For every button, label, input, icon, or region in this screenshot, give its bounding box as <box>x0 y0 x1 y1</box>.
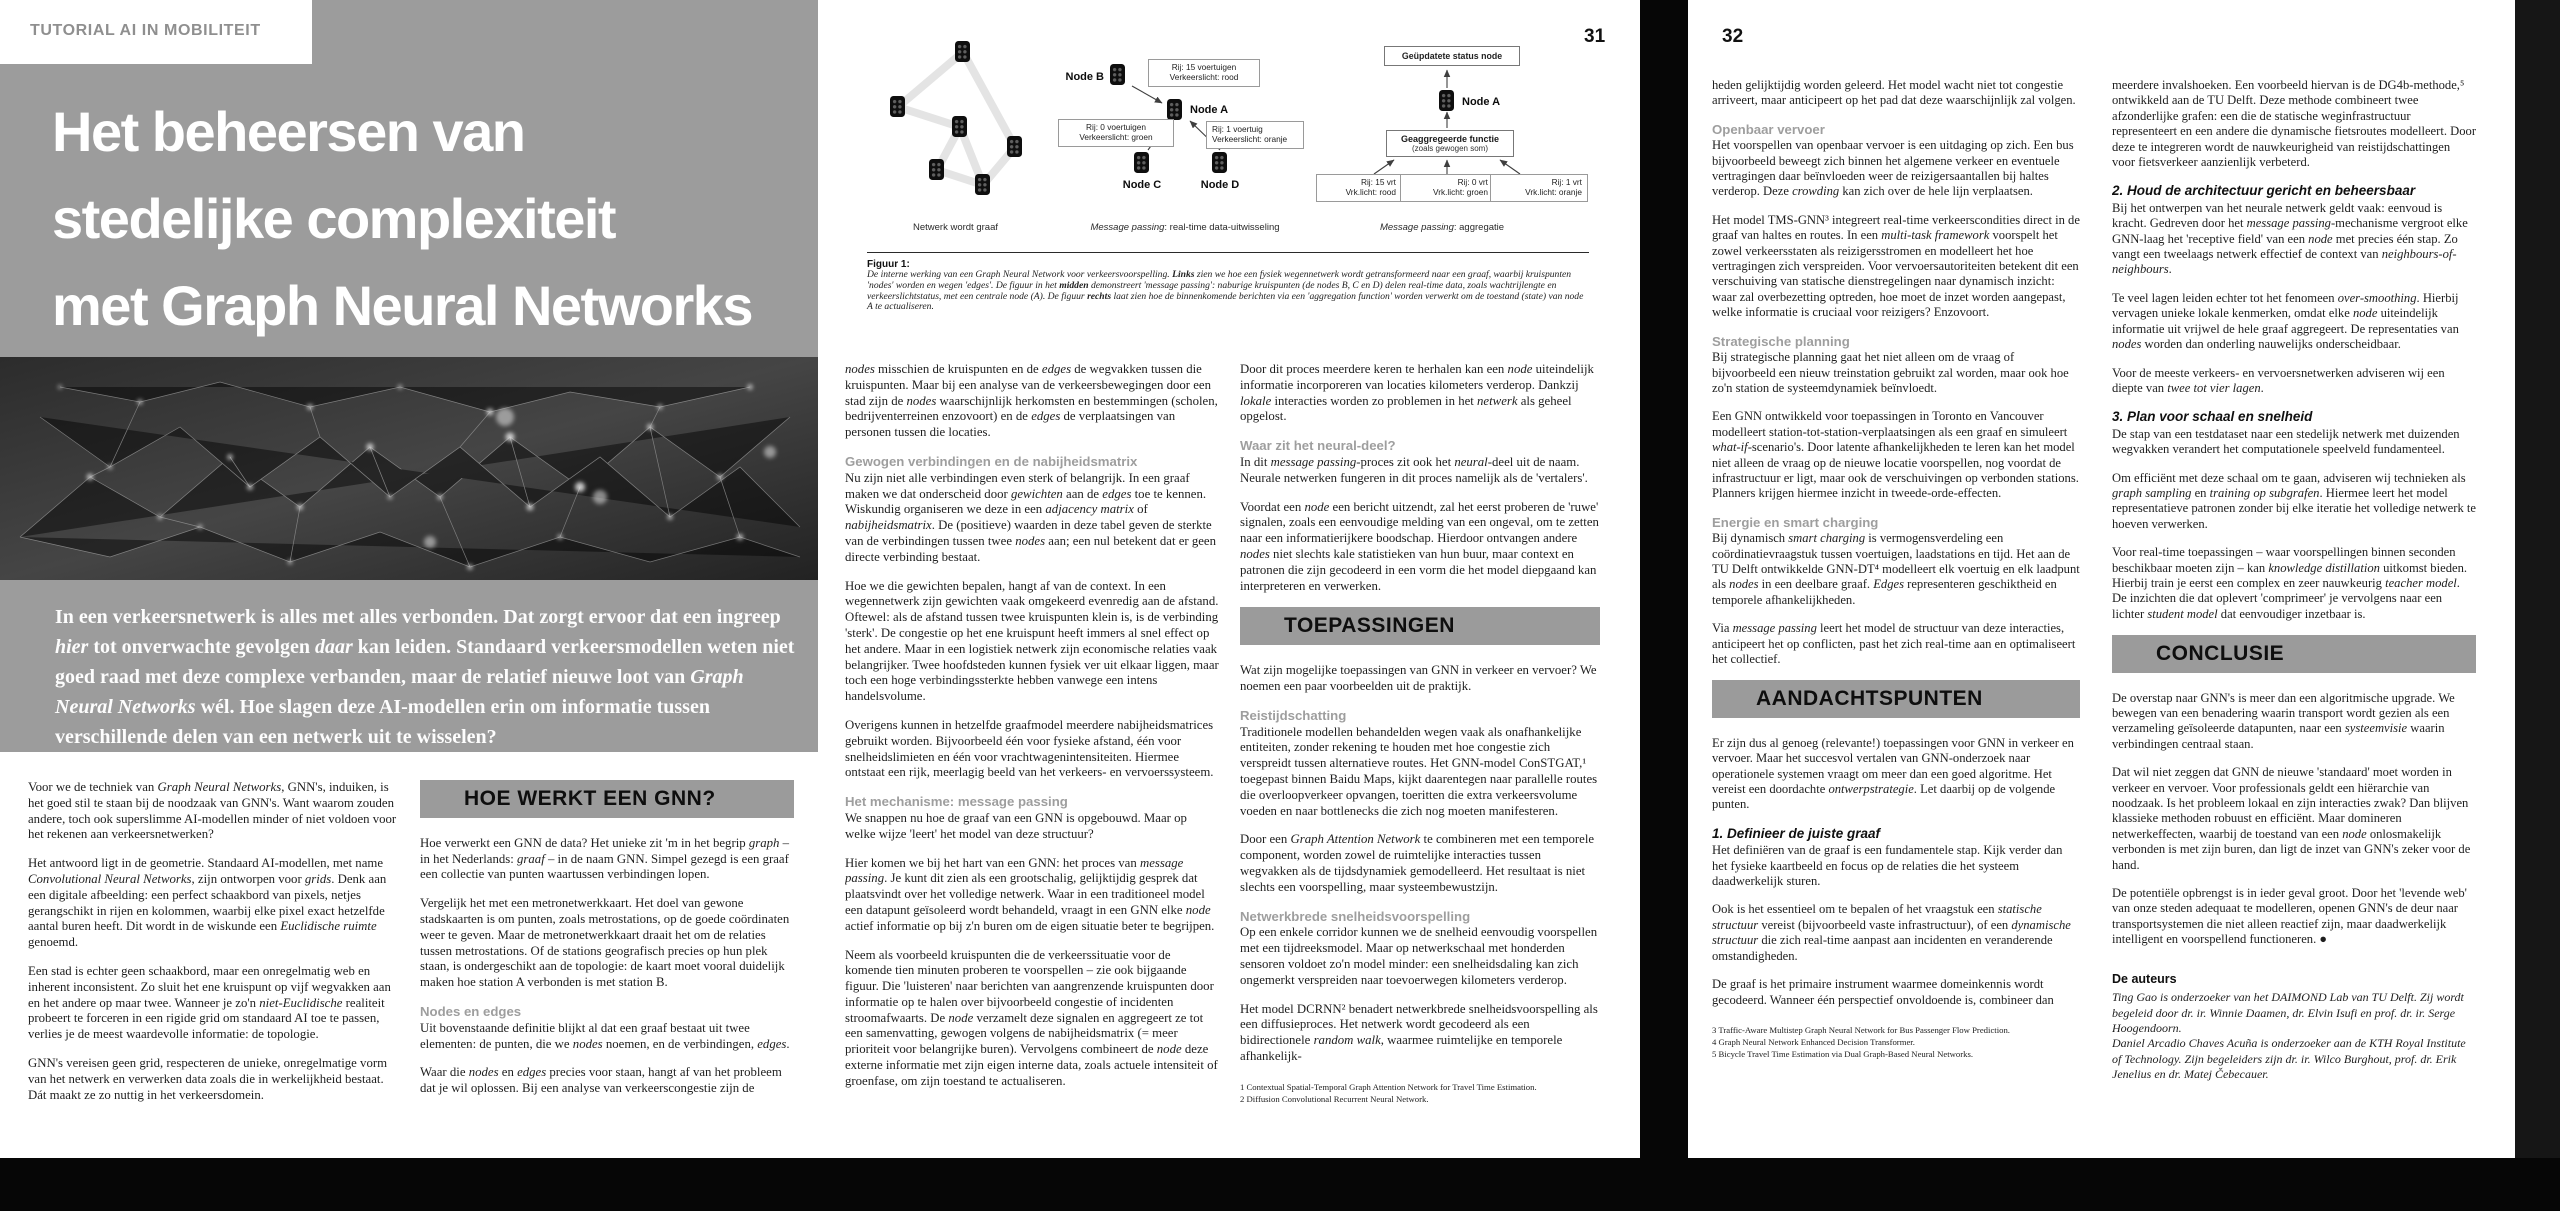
section-subhead: Energie en smart charging <box>1712 514 1879 530</box>
title-line: Het beheersen van <box>52 100 525 163</box>
diagram-caption-right: Message passing: aggregatie <box>1379 222 1505 233</box>
body-paragraph: Uit bovenstaande definitie blijkt al dat een graaf bestaat uit twee elementen: de punten, die we nodes noemen, en de verbindingen, edges. <box>420 1020 790 1051</box>
page-edge-shadow <box>2515 0 2560 1158</box>
section-subhead: Strategische planning <box>1712 333 1850 349</box>
page-number-31: 31 <box>1584 26 1606 47</box>
traffic-light-icon <box>1007 136 1022 157</box>
body-paragraph: Te veel lagen leiden echter tot het fenomeen over-smoothing. Hierbij vervagen unieke lokale kenmerken, omdat elke node uiteindelijk informatie uit vrijwel de hele graaf aggregeert. De representaties van nodes worden dan onderling nauwelijks onderscheidbaar. <box>2112 290 2459 352</box>
body-paragraph: Bij het ontwerpen van het neurale netwerk geldt vaak: eenvoud is kracht. Gedreven door het message passing-mechanisme vergroot elke GNN-laag het 'receptive field' van een node met precies één stap. Zo vangt een tweelaags netwerk effectief de context van neighbours-of-neighbours. <box>2112 200 2468 277</box>
body-paragraph: Traditionele modellen behandelden wegen vaak als onafhankelijke entiteiten, zonder rekening te houden met hoe congestie zich verspreidt tussen alternatieve routes. Het GNN-model ConSTGAT,¹ toegepast binnen Baidu Maps, kijkt daarentegen naar parallelle routes die overloopverkeer opvangen, toeritten die extra verkeersvolume voeden en naar bottlenecks die zich nog moeten manifesteren. <box>1240 724 1598 818</box>
section-heading-box: AANDACHTSPUNTEN <box>1712 680 2080 717</box>
numbered-subhead: 3. Plan voor schaal en snelheid <box>2112 409 2313 425</box>
body-paragraph: De graaf is het primaire instrument waarmee domeinkennis wordt gecodeerd. Wanneer één perspectief onvoldoende is, combineer dan <box>1712 977 2054 1007</box>
body-paragraph: Overigens kunnen in hetzelfde graafmodel meerdere nabijheidsmatrices gebruikt worden. Bijvoorbeeld één voor fysieke afstand, één voor snelheidslimieten en één voor vrachtwagenintensiteiten. Hiermee ontstaat een rijk, meerlagig beeld van het verkeers- en vervoerssysteem. <box>845 717 1214 780</box>
footnote: 1 Contextual Spatial-Temporal Graph Attention Network for Travel Time Estimation. <box>1240 1081 1537 1092</box>
body-paragraph: heden gelijktijdig worden geleerd. Het model wacht niet tot congestie arriveert, maar anticipeert op het pad dat deze waarschijnlijk zal volgen. <box>1712 78 2076 108</box>
input-box-1: Rij: 15 vrt Vrk.licht: rood <box>1316 174 1402 202</box>
node-c-info: Rij: 0 voertuigen Verkeerslicht: groen <box>1058 119 1174 147</box>
body-paragraph: Het antwoord ligt in de geometrie. Standaard AI-modellen, met name Convolutional Neural Networks, zijn ontworpen voor grids. Denk aan een digitale afbeelding: een perfect schaakbord van pixels, netjes gerangschikt in rijen en kolommen, waarbij elke pixel exact hetzelfde aantal buren heeft. Dit wordt in de wiskunde een Euclidische ruimte genoemd. <box>28 856 387 950</box>
body-paragraph: Het model TMS-GNN³ integreert real-time verkeerscondities direct in de graaf van haltes en routes. In een multi-task framework voorspelt het zowel verkeersstaten als reizigersstromen en modelleert het hoe vertragingen zich verspreiden. Voor vervoersautoriteiten betekent dit een verschuiving van statische dienstregelingen naar dynamisch inzicht: waar zal overbezetting optreden, hoe moet de inzet worden aangepast, welke informatie is cruciaal voor reizigers? Enzovoort. <box>1712 212 2080 320</box>
body-paragraph: Het definiëren van de graaf is een fundamentele stap. Kijk verder dan het fysieke kaartbeeld en focus op de relaties die het systeem daadwerkelijk sturen. <box>1712 843 2063 889</box>
section-heading-box: HOE WERKT EEN GNN? <box>420 780 794 818</box>
column-5 <box>1712 78 2080 1140</box>
body-paragraph: Op een enkele corridor kunnen we de snelheid eenvoudig voorspellen met een tijdreeksmodel. Maar op netwerkschaal met honderden sensoren voldoet zo'n model minder: een snelheidsdaling kan zich ongemerkt verspreiden naar toevoerwegen kilometers verderop. <box>1240 925 1598 987</box>
body-paragraph: Het voorspellen van openbaar vervoer is een uitdaging op zich. Een bus bijvoorbeeld beweegt zich binnen het algemene verkeer en eventuele vertragingen daar beïnvloeden weer de reizigersaantallen bij haltes verderop. Deze crowding kan zich over de hele lijn verplaatsen. <box>1712 138 2074 199</box>
body-paragraph: Vergelijk het met een metronetwerkkaart. Het doel van gewone stadskaarten is om punten, zoals metrostations, op de goede coördinaten weer te geven. Maar de metronetwerkkaart draait het om de relaties tussen metrostations. Of de stations geografisch precies op hun plek staan, is ondergeschikt aan de topologie: de kaart moet vooral duidelijk maken hoe station A verbonden is met station B. <box>420 896 790 990</box>
body-paragraph: Ook is het essentieel om te bepalen of het vraagstuk een statische structuur vereist (bijvoorbeeld vaste infrastructuur), of een dynamische structuur die zich real-time aanpast aan incidenten en veranderende omstandigheden. <box>1712 902 2071 963</box>
input-box-2: Rij: 0 vrt Vrk.licht: groen <box>1400 174 1494 202</box>
footnote: 5 Bicycle Travel Time Estimation via Dual Graph-Based Neural Networks. <box>1712 1048 1974 1059</box>
figure-caption-label: Figuur 1: <box>867 259 910 270</box>
body-paragraph: Bij strategische planning gaat het niet alleen om de vraag of bijvoorbeeld een nieuw treinstation gebruikt zal worden, maar ook hoe zo'n station de systeemdynamiek beïnvloedt. <box>1712 350 2069 395</box>
column-1 <box>28 780 402 1158</box>
column-4 <box>1240 362 1600 1158</box>
body-paragraph: Het model DCRNN² benadert netwerkbrede snelheidsvoorspelling als een diffusieproces. Het netwerk wordt gecodeerd als een bidirectionele random walk, waarmee ruimtelijke en temporele afhankelijk- <box>1240 1001 1598 1063</box>
section-subhead: Reistijdschatting <box>1240 707 1347 723</box>
input-box-3: Rij: 1 vrt Vrk.licht: oranje <box>1490 174 1588 202</box>
traffic-light-icon <box>1167 99 1182 120</box>
column-6 <box>2112 78 2476 1140</box>
updated-status-box: Geüpdatete status node <box>1384 46 1520 66</box>
aggregate-function-box <box>1386 130 1514 157</box>
body-paragraph: In dit message passing-proces zit ook het neural-deel uit de naam. Neurale netwerken fungeren in dit proces namelijk als de 'vertalers'. <box>1240 454 1588 485</box>
diagram-caption-middle: Message passing: real-time data-uitwisseling <box>1090 222 1280 233</box>
body-paragraph: De potentiële opbrengst is in ieder geval groot. Door het 'levende web' van onze steden adequaat te modelleren, openen GNN's de deur naar transportsystemen die niet alleen reactief zijn, maar daadwerkelijk intelligent en voorspellend functioneren. ● <box>2112 886 2467 947</box>
body-paragraph: Voor real-time toepassingen – waar voorspellingen binnen seconden beschikbaar moeten zijn – kan knowledge distillation uitkomst bieden. Hierbij train je eerst een complex en zeer nauwkeurig teacher model. De inzichten die dat oplevert 'comprimeer' je vervolgens naar een lichter student model dat eenvoudiger inzetbaar is. <box>2112 545 2468 621</box>
hero-photo <box>0 357 818 580</box>
body-paragraph: Waar die nodes en edges precies voor staan, hangt af van het probleem dat je wil oplossen. Bij een analyse van verkeerscongestie zijn de <box>420 1065 782 1096</box>
section-subhead: Het mechanisme: message passing <box>845 794 1068 810</box>
section-subhead: Waar zit het neural-deel? <box>1240 438 1396 454</box>
body-paragraph: Bij dynamisch smart charging is vermogensverdeling een coördinatievraagstuk tussen voertuigen, laadstations en tijd. Het aan de TU Delft ontwikkelde GNN-DT⁴ modelleert elk voertuig en elk laadpunt als nodes in een deelbare graaf. Edges representeren geschiktheid en temporele afhankelijkheden. <box>1712 531 2080 607</box>
node-b-info: Rij: 15 voertuigen Verkeerslicht: rood <box>1148 59 1260 87</box>
body-paragraph: De stap van een testdataset naar een stedelijk netwerk met duizenden wegvakken verandert het computationele speelveld fundamenteel. <box>2112 426 2460 457</box>
section-heading-box: CONCLUSIE <box>2112 635 2476 672</box>
article-title <box>52 88 752 349</box>
title-block <box>0 0 818 752</box>
section-subhead: Netwerkbrede snelheidsvoorspelling <box>1240 908 1471 924</box>
numbered-subhead: 2. Houd de architectuur gericht en beheersbaar <box>2112 183 2416 199</box>
traffic-light-icon <box>929 159 944 180</box>
body-paragraph: Om efficiënt met deze schaal om te gaan, adviseren wij technieken als graph sampling en training op subgrafen. Hiermee leert het model representatieve patronen zonder bij elke iteratie het volledige netwerk te hoeven verwerken. <box>2112 470 2476 531</box>
traffic-light-icon <box>955 41 970 62</box>
kicker-box <box>0 0 312 64</box>
body-paragraph: Door een Graph Attention Network te combineren met een temporele component, worden zowel de ruimtelijke interacties tussen wegvakken als de tijdsdynamiek gemodelleerd. Het resultaat is niet slechts een voorspelling, maar systeembewustzijn. <box>1240 832 1595 894</box>
intro-paragraph: In een verkeersnetwerk is alles met alles verbonden. Dat zorgt ervoor dat een ingreep hier tot onverwachte gevolgen daar kan leiden. Standaard verkeersmodellen weten niet goed raad met deze complexe verbanden, maar de relatief nieuwe loot van Graph Neural Networks wél. Hoe slagen deze AI-modellen erin om informatie tussen verschillende delen van een netwerk uit te wisselen? <box>55 606 795 748</box>
footnote: 2 Diffusion Convolutional Recurrent Neural Network. <box>1240 1093 1429 1104</box>
traffic-light-icon <box>890 96 905 117</box>
body-paragraph: Hoe we die gewichten bepalen, hangt af van de context. In een wegennetwerk zijn gewichten vaak omgekeerd evenredig aan de afstand. Oftewel: als de afstand tussen twee kruispunten klein is, is de verbinding 'sterk'. De congestie op het ene kruispunt heeft immers al snel effect op het andere. Maar in een logistiek netwerk zijn economische relaties vaak belangrijker. Twee hoofdsteden kunnen fysiek ver uit elkaar liggen, maar toch een hoge verbindingssterkte hebben vanwege een intens handelsvolume. <box>845 578 1219 704</box>
kicker: TUTORIAL AI IN MOBILITEIT <box>30 22 261 39</box>
traffic-light-icon <box>1212 152 1227 173</box>
section-subhead: Nodes en edges <box>420 1003 522 1019</box>
aggregate-function-sub: (zoals gewogen som) <box>1411 144 1489 153</box>
body-paragraph: Een GNN ontwikkeld voor toepassingen in Toronto en Vancouver modelleert station-tot-station-verplaatsingen als een graaf en simuleert what-if-scenario's. Door latente afhankelijkheden te leren kan het model niet alleen de vraag op de nieuwe locatie voorspellen, nog voordat de infrastructuur er ligt, maar ook de verschuivingen op verbonden stations. Planners krijgen hiermee inzicht in tweede-orde-effecten. <box>1712 409 2079 501</box>
body-paragraph: Hier komen we bij het hart van een GNN: het proces van message passing. Je kunt dit zien als een grootschalig, gelijktijdig gesprek dat plaatsvindt over het volledige netwerk. Waar in een traditioneel model een datapunt geïsoleerd wordt behandeld, vraagt in een GNN elke node actief informatie op bij z'n buren om de eigen situatie beter te begrijpen. <box>845 855 1215 933</box>
body-paragraph: Wat zijn mogelijke toepassingen van GNN in verkeer en vervoer? We noemen een paar voorbeelden uit de praktijk. <box>1240 663 1597 693</box>
body-paragraph: Neem als voorbeeld kruispunten die de verkeerssituatie voor de komende tien minuten proberen te voorspellen – zie ook bijgaande figuur. Die 'luisteren' naar berichten van aangrenzende kruispunten door informatie op te halen over bijvoorbeeld congestie of incidenten stroomafwaarts. De node verzamelt deze signalen en aggregeert ze tot een samenvatting, gewogen volgens de nabijheidsmatrix (= meer prioriteit voor belangrijke buren). Vervolgens combineert de node deze externe informatie met zijn eigen interne data, zoals actuele intensiteit of groenfase, om zijn toestand te actualiseren. <box>845 947 1218 1088</box>
column-3 <box>845 362 1219 1158</box>
body-paragraph: GNN's vereisen geen grid, respecteren de unieke, onregelmatige vorm van het netwerk en verwerken data zoals die in werkelijkheid bestaat. Dát maakt ze zo nuttig in het verkeersdomein. <box>28 1055 388 1102</box>
diagram-caption-left: Netwerk wordt graaf <box>912 222 998 233</box>
body-paragraph: Er zijn dus al genoeg (relevante!) toepassingen voor GNN in verkeer en vervoer. Maar het succesvol vertalen van GNN-onderzoek naar operationele systemen vraagt om meer dan een goed algoritme. Het vereist een doordachte ontwerpstrategie. Let daarbij op de volgende punten. <box>1712 735 2074 812</box>
body-paragraph: We snappen nu hoe de graaf van een GNN is opgebouwd. Maar op welke wijze 'leert' het model van deze structuur? <box>845 810 1187 841</box>
body-paragraph: Nu zijn niet alle verbindingen even sterk of belangrijk. In een graaf maken we dat onderscheid door gewichten aan de edges toe te kennen. Wiskundig organiseren we deze in een adjacency matrix of nabijheidsmatrix. De (positieve) waarden in deze tabel geven de sterkte van de verbindingen tussen twee nodes aan; een nul betekent dat er geen directe verbinding bestaat. <box>845 470 1216 564</box>
figure-caption <box>867 252 1589 313</box>
traffic-light-icon <box>952 116 967 137</box>
body-paragraph: Voordat een node een bericht uitzendt, zal het eerst proberen de 'ruwe' signalen, zoals een eenvoudige melding van een ongeval, om te zetten naar een informatierijkere boodschap. Hierdoor ontvangen andere nodes niet slechts kale statistieken van hun buur, maar context en patronen die zijn gecodeerd in een vorm die het model diepgaand kan interpreteren en verwerken. <box>1240 499 1599 593</box>
footnote: 4 Graph Neural Network Enhanced Decision Transformer. <box>1712 1036 1915 1047</box>
node-a-label: Node A <box>1462 96 1501 108</box>
title-line: stedelijke complexiteit <box>52 187 616 250</box>
node-d-label: Node D <box>1200 179 1240 191</box>
numbered-subhead: 1. Definieer de juiste graaf <box>1712 825 1881 841</box>
body-paragraph: De overstap naar GNN's is meer dan een algoritmische upgrade. We bewegen van een benadering waarin transport wordt gezien als een verzameling geïsoleerde datapunten, naar een systeemvisie waarin verbindingen centraal staan. <box>2112 690 2455 751</box>
page-right <box>1688 0 2515 1158</box>
section-subhead: Openbaar vervoer <box>1712 121 1825 137</box>
body-paragraph: Een stad is echter geen schaakbord, maar een onregelmatig web en inherent inconsistent. Zo sluit het ene kruispunt op vijf wegvakken aan en het andere op maar twee. Wanneer je zo'n niet-Euclidische realiteit probeert te forceren in een rigide grid om standaard AI toe te passen, verlies je de meest waardevolle informatie: de topologie. <box>28 963 391 1042</box>
body-paragraph: Dat wil niet zeggen dat GNN de nieuwe 'standaard' moet worden in verkeer en vervoer. Voor professionals geldt een hiërarchie van noodzaak. Is het probleem lokaal en zijn interacties zwak? Dan blijven klassieke methoden robuust en efficiënt. Maar domineren netwerkeffecten, waarbij de toestand van een node onlosmakelijk verbonden is met zijn buren, dan ligt de inzet van GNN's zeker voor de hand. <box>2112 765 2471 872</box>
footnote: 3 Traffic-Aware Multistep Graph Neural Network for Bus Passenger Flow Prediction. <box>1712 1024 2010 1035</box>
authors-heading: De auteurs <box>2112 971 2177 986</box>
section-subhead: Gewogen verbindingen en de nabijheidsmatrix <box>845 453 1138 469</box>
authors-paragraph: Ting Gao is onderzoeker van het DAIMOND Lab van TU Delft. Zij wordt begeleid door dr. ir. Winnie Daamen, dr. Elvin Isufi en prof. dr. ir. Serge Hoogendoorn. <box>2112 990 2464 1035</box>
body-paragraph: Voor we de techniek van Graph Neural Networks, GNN's, induiken, is het goed stil te staan bij de noodzaak van GNN's. Want waarom zouden andere, toch ook superslimme AI-modellen minder of niet voldoen voor het rekenen aan verkeersnetwerken? <box>28 780 397 842</box>
body-paragraph: Voor de meeste verkeers- en vervoersnetwerken adviseren wij een diepte van twee tot vier lagen. <box>2112 365 2445 395</box>
traffic-light-icon <box>975 174 990 195</box>
aggregate-function-title: Geaggregeerde functie <box>1400 134 1500 144</box>
figure-rule <box>867 252 1589 253</box>
body-paragraph: Via message passing leert het model de structuur van deze interacties, anticipeert het op conflicten, past het zich real-time aan en optimaliseert het collectief. <box>1712 621 2076 666</box>
traffic-light-icon <box>1134 152 1149 173</box>
node-a-label: Node A <box>1190 104 1229 116</box>
page-number-32: 32 <box>1722 26 1744 47</box>
node-b-label: Node B <box>1065 71 1104 83</box>
body-paragraph: Hoe verwerkt een GNN de data? Het unieke zit 'm in het begrip graph – in het Nederlands: graaf – in de naam GNN. Simpel gezegd is een graaf een collectie van punten waartussen verbindingen lopen. <box>420 835 790 882</box>
section-heading-box: TOEPASSINGEN <box>1240 607 1600 645</box>
body-paragraph: Door dit proces meerdere keren te herhalen kan een node uiteindelijk informatie incorporeren van locaties kilometers verderop. Dankzij lokale interacties worden zo problemen in het netwerk als geheel opgelost. <box>1240 362 1594 424</box>
column-2 <box>420 772 794 1158</box>
node-c-label: Node C <box>1122 179 1162 191</box>
figure-1 <box>818 0 1640 245</box>
network-photo-art <box>0 357 818 580</box>
body-paragraph: nodes misschien de kruispunten en de edges de wegvakken tussen die kruispunten. Maar bij een analyse van de verkeersbewegingen door een stad zijn de nodes waarschijnlijk herkomsten en bestemmingen (scholen, bedrijventerreinen enzovoort) en de edges de verplaatsingen van personen tussen die locaties. <box>845 362 1218 440</box>
traffic-light-icon <box>1439 90 1454 111</box>
figure-caption-text: De interne werking van een Graph Neural Network voor verkeersvoorspelling. Links zien we hoe een fysiek wegennetwerk wordt getransformeerd naar een graaf, waarbij kruispunten 'nodes' worden en wegen 'edges'. De figuur in het midden demonstreert 'message passing': naburige kruispunten (de nodes B, C en D) delen real-time data, zoals wachtrijlengte en verkeerslichtstatus, met een centrale node (A). De figuur rechts laat zien hoe de binnenkomende berichten via een 'aggregation function' worden verwerkt om de toestand (state) van node A te actualiseren. <box>867 269 1584 313</box>
title-line: met Graph Neural Networks <box>52 274 753 337</box>
authors-paragraph: Daniel Arcadio Chaves Acuña is onderzoeker aan de KTH Royal Institute of Technology. Zijn begeleiders zijn dr. ir. Wilco Burghout, prof. dr. Erik Jenelius en dr. Matej Čebecauer. <box>2112 1036 2466 1082</box>
node-d-info: Rij: 1 voertuig Verkeerslicht: oranje <box>1206 121 1304 149</box>
traffic-light-icon <box>1110 64 1125 85</box>
body-paragraph: meerdere invalshoeken. Een voorbeeld hiervan is de DG4b-methode,⁵ ontwikkeld aan de TU Delft. Deze methode combineert twee afzonderlijke grafen: een die de statische weginfrastructuur representeert en een andere die dynamische fietsroutes modelleert. Door deze te integreren wordt de nauwkeurigheid van reistijdschattingen voor fietsverkeer aanzienlijk verbeterd. <box>2112 78 2476 170</box>
